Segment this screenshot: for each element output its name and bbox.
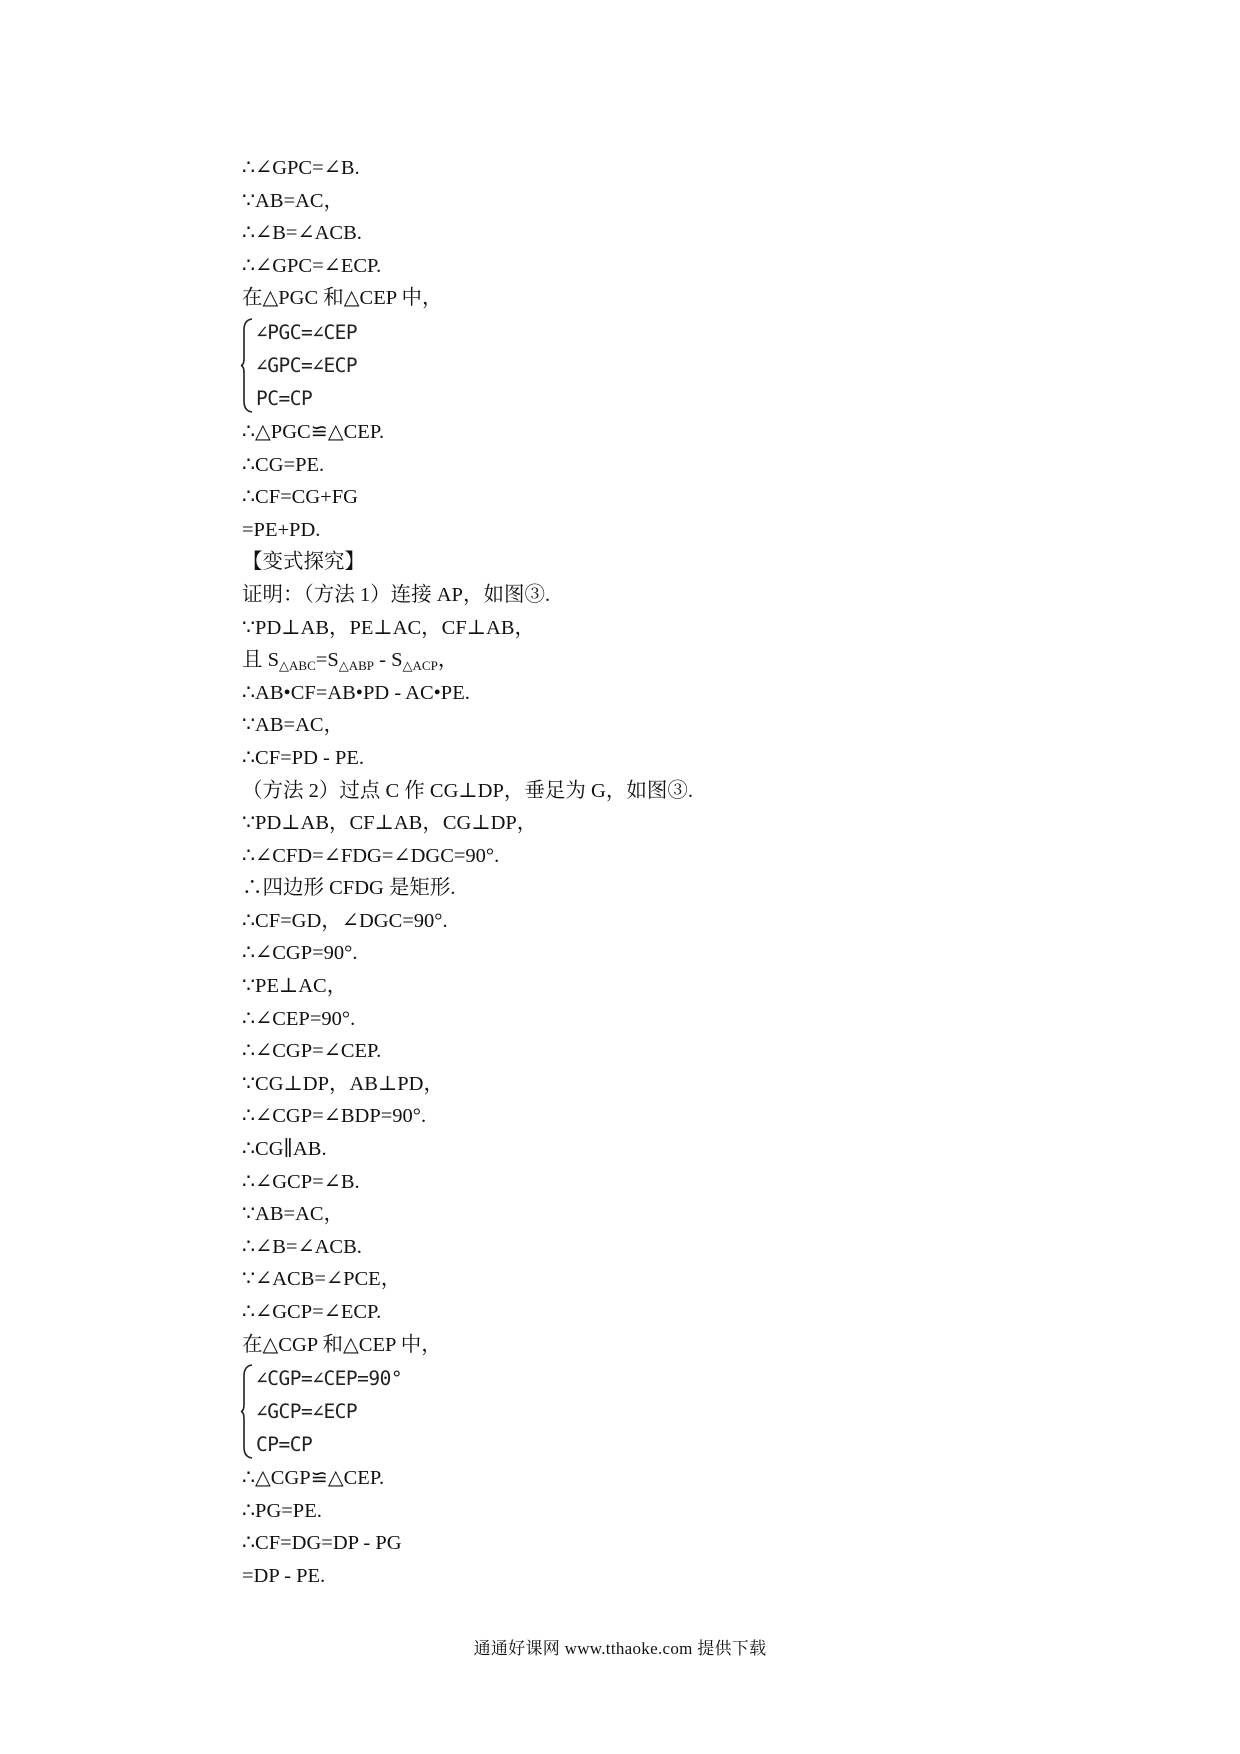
equation-line: CP=CP: [256, 1433, 313, 1457]
proof-line: ∵AB=AC，: [242, 189, 345, 212]
proof-line: ∴CF=PD - PE.: [242, 746, 365, 769]
area-minus: - S: [374, 649, 403, 672]
equation-system-2: [242, 1362, 1062, 1461]
proof-line: ∴CF=DG=DP - PG: [242, 1532, 402, 1555]
proof-line: ∴CG=PE.: [242, 453, 325, 476]
equation-line: ∠GPC=∠ECP: [256, 353, 358, 377]
proof-line: 在△CGP 和△CEP 中，: [242, 1333, 442, 1356]
proof-line: ∵PD⊥AB，PE⊥AC，CF⊥AB，: [242, 616, 536, 639]
proof-line: ∵CG⊥DP，AB⊥PD，: [242, 1072, 444, 1095]
proof-line: ∴∠CGP=∠BDP=90°.: [242, 1105, 427, 1128]
proof-line: =DP - PE.: [242, 1564, 326, 1587]
equation-line: ∠PGC=∠CEP: [256, 320, 358, 344]
subscript: △ABC: [279, 658, 316, 674]
proof-line: ∴∠CEP=90°.: [242, 1007, 356, 1030]
proof-line: ∴∠GCP=∠B.: [242, 1170, 360, 1193]
proof-line: ∵PD⊥AB，CF⊥AB，CG⊥DP，: [242, 812, 538, 835]
proof-line: ∴CF=GD，∠DGC=90°.: [242, 909, 448, 932]
proof-content: [242, 152, 1062, 1593]
section-heading: 【变式探究】: [242, 551, 365, 574]
proof-line: ∵AB=AC，: [242, 1203, 345, 1226]
proof-line: ∴四边形 CFDG 是矩形.: [242, 877, 456, 900]
left-brace-icon: [240, 316, 254, 415]
area-prefix: 且 S: [242, 649, 280, 672]
proof-line: ∴∠GPC=∠ECP.: [242, 254, 382, 277]
subscript: △ABP: [338, 658, 375, 674]
proof-line: ∴∠GPC=∠B.: [242, 157, 360, 179]
left-brace-icon: [240, 1362, 254, 1461]
proof-line: ∴∠GCP=∠ECP.: [242, 1301, 382, 1323]
equation-line: ∠CGP=∠CEP=90°: [256, 1367, 403, 1391]
proof-line: ∴∠CFD=∠FDG=∠DGC=90°.: [242, 844, 500, 867]
equation-system-1: [242, 316, 1062, 415]
proof-line: （方法 2）过点 C 作 CG⊥DP，垂足为 G，如图③.: [242, 779, 693, 802]
proof-line: ∴CG∥AB.: [242, 1138, 327, 1161]
proof-line: ∴AB•CF=AB•PD - AC•PE.: [242, 681, 470, 704]
proof-line: ∴∠B=∠ACB.: [242, 222, 362, 245]
area-equation-line: [242, 644, 1062, 677]
equation-line: PC=CP: [256, 386, 313, 410]
equation-line: ∠GCP=∠ECP: [256, 1400, 358, 1424]
proof-line: ∴△PGC≌△CEP.: [242, 420, 385, 443]
proof-line: ∵PE⊥AC，: [242, 975, 348, 998]
page-footer: 通通好课网 www.tthaoke.com 提供下载: [473, 1639, 767, 1658]
proof-line: ∴∠CGP=∠CEP.: [242, 1040, 382, 1063]
proof-line: ∴△CGP≌△CEP.: [242, 1467, 385, 1490]
proof-line: ∵AB=AC，: [242, 714, 345, 737]
proof-line: 在△PGC 和△CEP 中，: [242, 287, 443, 310]
area-suffix: ，: [437, 649, 459, 672]
proof-line: ∵∠ACB=∠PCE，: [242, 1268, 402, 1291]
proof-line: ∴PG=PE.: [242, 1499, 322, 1522]
proof-line: ∴CF=CG+FG: [242, 486, 358, 509]
subscript: △ACP: [402, 658, 438, 674]
proof-line: ∴∠CGP=90°.: [242, 942, 358, 965]
area-eq: =S: [315, 649, 339, 672]
proof-line: ∴∠B=∠ACB.: [242, 1235, 362, 1258]
proof-line: =PE+PD.: [242, 518, 321, 541]
proof-line: 证明：（方法 1）连接 AP，如图③.: [242, 583, 551, 606]
